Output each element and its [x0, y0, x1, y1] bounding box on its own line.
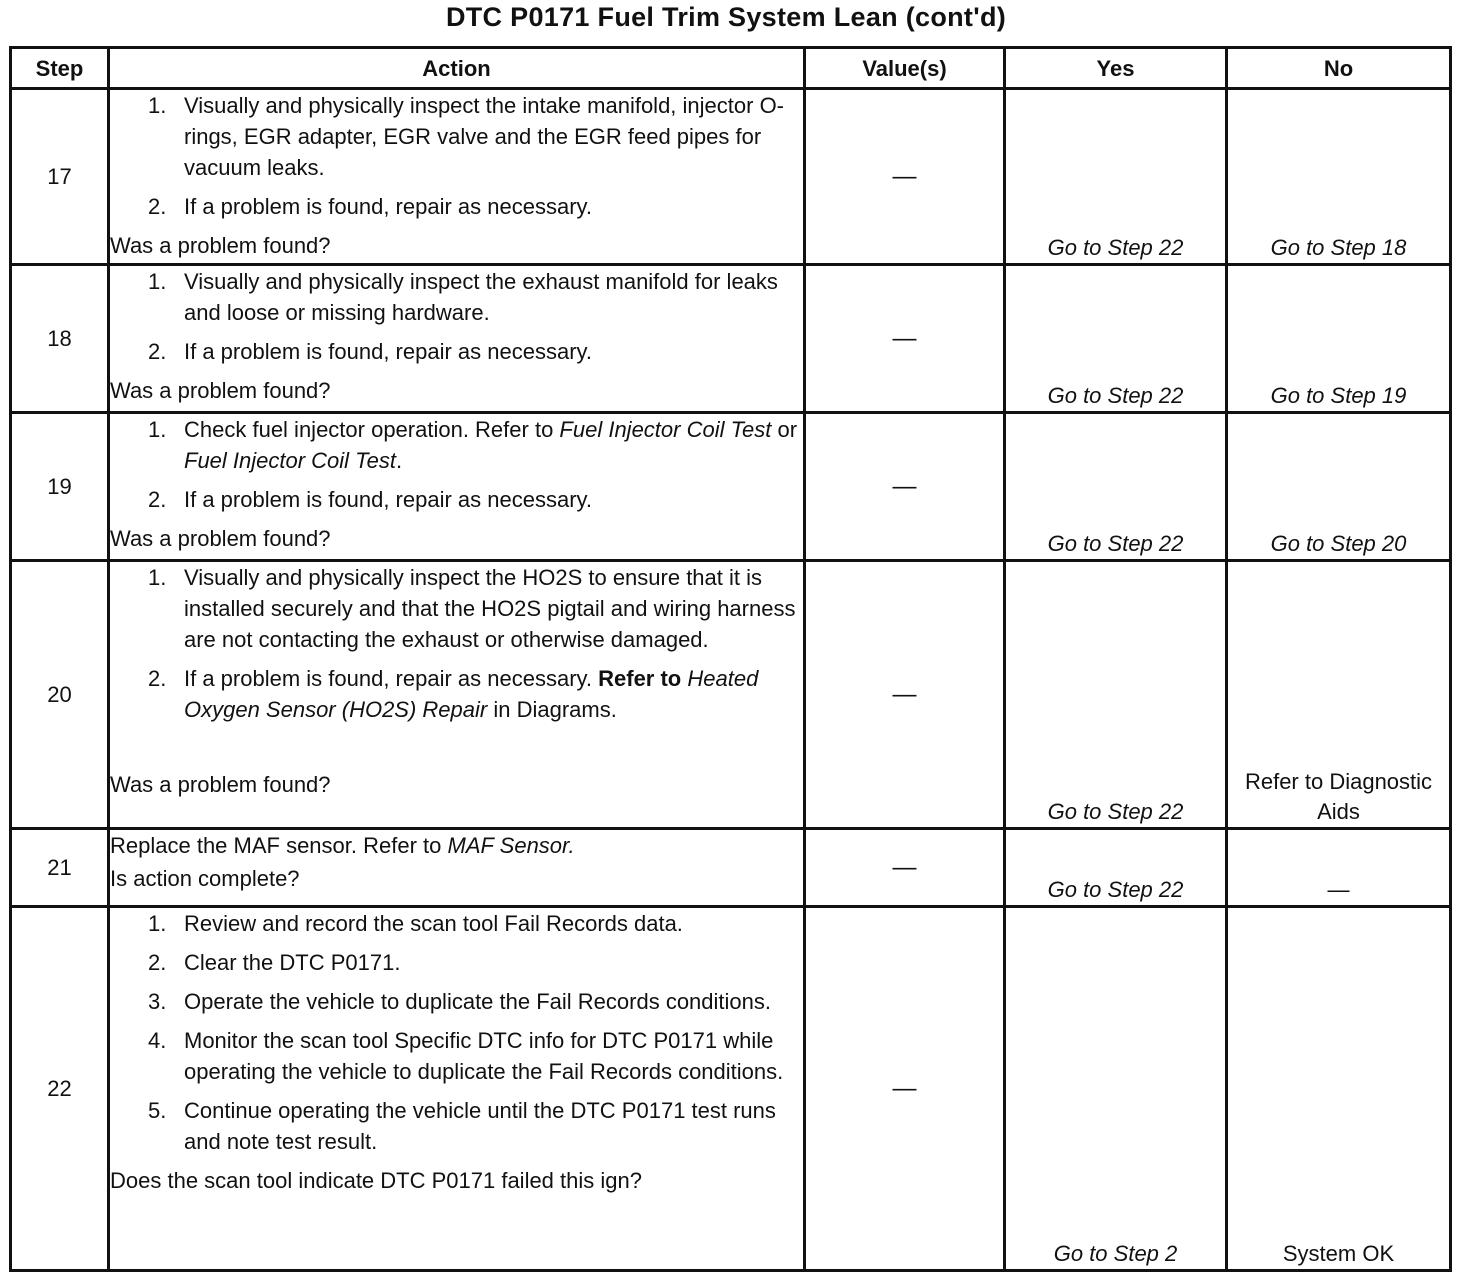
- header-values: Value(s): [805, 48, 1005, 89]
- value-cell: —: [805, 413, 1005, 561]
- action-cell: [109, 89, 805, 265]
- no-cell: —: [1227, 829, 1451, 907]
- action-list: [110, 414, 803, 515]
- action-emphasis: MAF Sensor.: [447, 833, 575, 858]
- action-question: Was a problem found?: [110, 772, 331, 797]
- action-strong: Refer to: [598, 666, 682, 691]
- header-row: [11, 48, 1451, 89]
- action-list: [110, 908, 803, 1157]
- action-item: [140, 947, 803, 978]
- action-question: Is action complete?: [110, 866, 300, 891]
- no-cell: System OK: [1227, 907, 1451, 1271]
- action-cell: [109, 829, 805, 907]
- action-item: [140, 562, 803, 655]
- action-text: If a problem is found, repair as necessary.: [184, 339, 593, 364]
- action-text: Review and record the scan tool Fail Records data.: [184, 911, 683, 936]
- table-row: [11, 561, 1451, 829]
- action-item-number: 4.: [148, 1028, 167, 1053]
- action-text: Visually and physically inspect the exhaust manifold for leaks and loose or missing hardware.: [184, 269, 778, 325]
- action-text: Clear the DTC P0171.: [184, 950, 401, 975]
- action-item-number: 1.: [148, 269, 167, 294]
- table-row: [11, 907, 1451, 1271]
- action-text: or: [771, 417, 798, 442]
- step-number: 18: [11, 265, 109, 413]
- action-item: [140, 191, 803, 222]
- action-item-text: [184, 414, 803, 476]
- action-item: [140, 266, 803, 328]
- action-text: Visually and physically inspect the HO2S to ensure that it is installed securely and that the HO2S pigtail and wiring harness are not contacting the exhaust or otherwise damaged.: [184, 565, 796, 652]
- action-question: Was a problem found?: [110, 526, 331, 551]
- page-title: DTC P0171 Fuel Trim System Lean (cont'd): [445, 2, 1007, 32]
- header-action: Action: [109, 48, 805, 89]
- action-text: Check fuel injector operation. Refer to: [184, 417, 560, 442]
- action-item-text: [184, 562, 803, 655]
- action-item-number: 2.: [148, 950, 167, 975]
- table-row: [11, 829, 1451, 907]
- step-number: 21: [11, 829, 109, 907]
- action-text: If a problem is found, repair as necessary.: [184, 666, 599, 691]
- action-text: If a problem is found, repair as necessary.: [184, 487, 593, 512]
- action-cell: [109, 265, 805, 413]
- table-body: [11, 89, 1451, 1271]
- action-item: [140, 1025, 803, 1087]
- step-number: 19: [11, 413, 109, 561]
- no-cell: Go to Step 18: [1227, 89, 1451, 265]
- step-number: 17: [11, 89, 109, 265]
- action-emphasis: Fuel Injector Coil Test: [184, 448, 396, 473]
- step-number: 22: [11, 907, 109, 1271]
- action-item-number: 1.: [148, 565, 167, 590]
- action-item: [140, 414, 803, 476]
- action-cell: [109, 561, 805, 829]
- no-cell: Go to Step 19: [1227, 265, 1451, 413]
- action-item-text: [184, 986, 771, 1017]
- action-item: [140, 90, 803, 183]
- action-cell: [109, 907, 805, 1271]
- action-item: [140, 484, 803, 515]
- yes-cell: Go to Step 22: [1005, 413, 1227, 561]
- action-item: [140, 908, 803, 939]
- action-item-number: 2.: [148, 666, 167, 691]
- table-row: [11, 413, 1451, 561]
- table-row: [11, 89, 1451, 265]
- table-row: [11, 265, 1451, 413]
- action-question: Does the scan tool indicate DTC P0171 failed this ign?: [110, 1168, 642, 1193]
- yes-cell: Go to Step 2: [1005, 907, 1227, 1271]
- yes-cell: Go to Step 22: [1005, 561, 1227, 829]
- header-step: Step: [11, 48, 109, 89]
- value-cell: —: [805, 561, 1005, 829]
- action-emphasis: Heated Oxygen Sensor (HO2S) Repair: [184, 666, 759, 722]
- action-item-number: 2.: [148, 487, 167, 512]
- action-item-text: [184, 266, 803, 328]
- action-item-text: [184, 90, 803, 183]
- no-cell: Refer to Diagnostic Aids: [1227, 561, 1451, 829]
- diagnostic-table: [9, 46, 1452, 1272]
- action-item-text: [184, 663, 803, 725]
- value-cell: —: [805, 265, 1005, 413]
- yes-cell: Go to Step 22: [1005, 265, 1227, 413]
- yes-cell: Go to Step 22: [1005, 89, 1227, 265]
- action-lead: [110, 830, 803, 861]
- action-text: .: [395, 448, 403, 473]
- action-item-text: [184, 947, 400, 978]
- action-emphasis: Fuel Injector Coil Test: [559, 417, 772, 442]
- action-list: [110, 266, 803, 367]
- action-text: Replace the MAF sensor. Refer to: [110, 833, 448, 858]
- action-item-text: [184, 1095, 803, 1157]
- action-item: [140, 336, 803, 367]
- action-item: [140, 1095, 803, 1157]
- action-text: Operate the vehicle to duplicate the Fail Records conditions.: [184, 989, 771, 1014]
- action-text: in Diagrams.: [487, 697, 617, 722]
- action-item-number: 1.: [148, 93, 167, 118]
- action-item-text: [184, 336, 592, 367]
- value-cell: —: [805, 829, 1005, 907]
- action-question: Was a problem found?: [110, 378, 331, 403]
- action-list: [110, 90, 803, 222]
- action-text: Monitor the scan tool Specific DTC info for DTC P0171 while operating the vehicle to duplicate the Fail Records conditions.: [184, 1028, 784, 1084]
- action-item-number: 5.: [148, 1098, 167, 1123]
- action-item-text: [184, 191, 592, 222]
- action-item-number: 2.: [148, 194, 167, 219]
- action-item-text: [184, 1025, 803, 1087]
- action-text: Visually and physically inspect the intake manifold, injector O-rings, EGR adapter, EGR valve and the EGR feed pipes for vacuum leaks.: [184, 93, 785, 180]
- step-number: 20: [11, 561, 109, 829]
- action-item-text: [184, 484, 592, 515]
- action-item-number: 2.: [148, 339, 167, 364]
- action-text: Continue operating the vehicle until the DTC P0171 test runs and note test result.: [184, 1098, 776, 1154]
- action-item-number: 1.: [148, 417, 167, 442]
- action-text: If a problem is found, repair as necessary.: [184, 194, 593, 219]
- action-item: [140, 663, 803, 725]
- header-yes: Yes: [1005, 48, 1227, 89]
- action-list: [110, 562, 803, 725]
- action-item-number: 3.: [148, 989, 167, 1014]
- value-cell: —: [805, 907, 1005, 1271]
- action-question: Was a problem found?: [110, 233, 331, 258]
- action-item-number: 1.: [148, 911, 167, 936]
- header-no: No: [1227, 48, 1451, 89]
- no-cell: Go to Step 20: [1227, 413, 1451, 561]
- value-cell: —: [805, 89, 1005, 265]
- yes-cell: Go to Step 22: [1005, 829, 1227, 907]
- spacer: [110, 733, 803, 767]
- action-cell: [109, 413, 805, 561]
- action-item: [140, 986, 803, 1017]
- action-item-text: [184, 908, 683, 939]
